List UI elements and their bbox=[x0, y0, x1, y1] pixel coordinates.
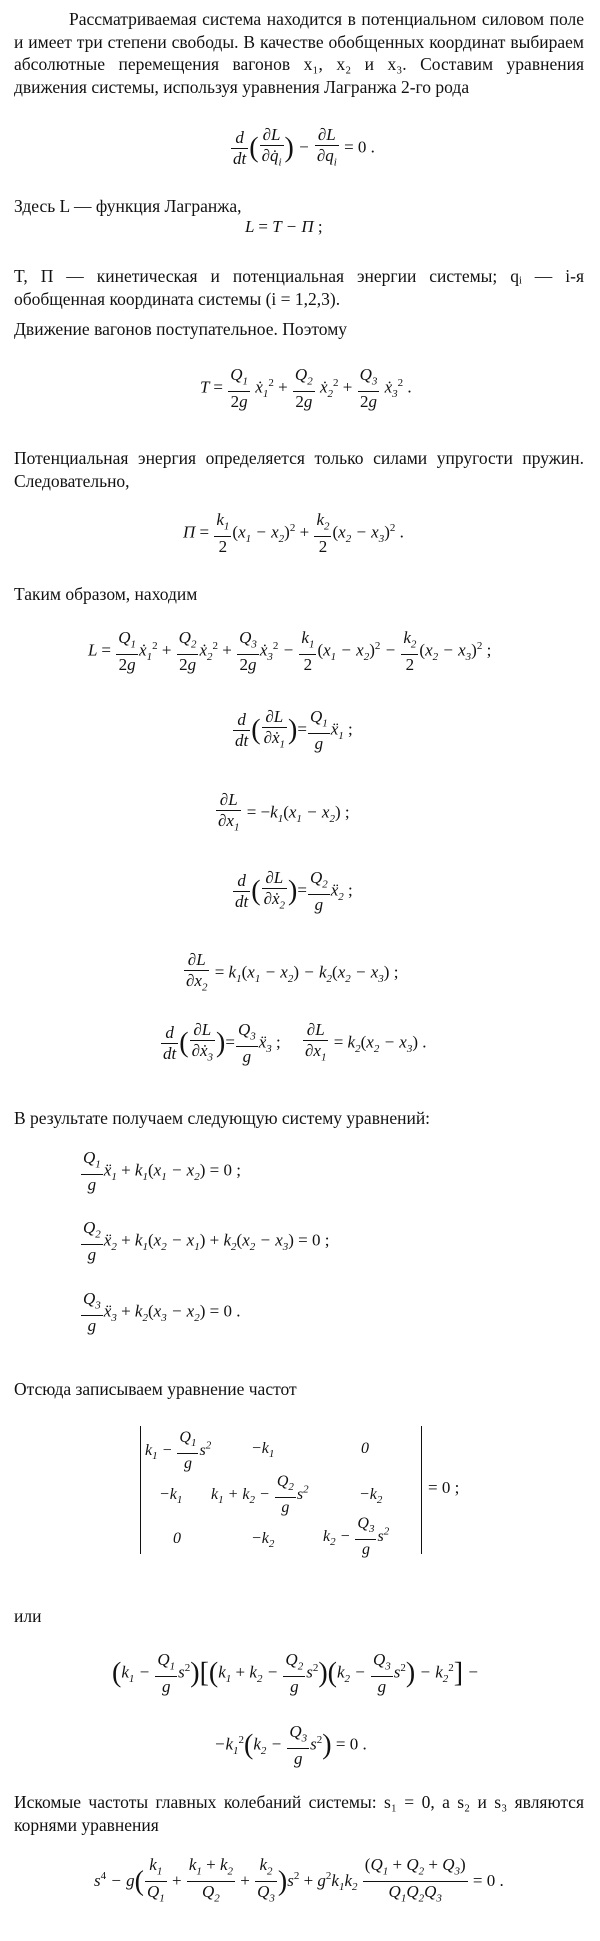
paragraph-translation: Движение вагонов поступательное. Поэтому bbox=[14, 319, 348, 339]
paragraph-or: или bbox=[14, 1606, 42, 1626]
derivative-x1-dot: $\frac{d}{dt}$ ( $\frac{\partial L}{\partial ẋ_1}$ )= $\frac{Q_1}{g}$ ẍ$_1$ ; bbox=[235, 707, 353, 754]
kinetic-energy-formula: T = $\frac{Q_1}{2g}$ ẋ$_1^2$ + $\frac{Q_2}{2g}$ ẋ$_2^2$ + $\frac{Q_3}{2g}$ ẋ$_3^2$ . bbox=[200, 365, 412, 412]
derivative-x2: $\frac{\partial L}{\partial x_2}$ = $k_1(x_1 - x_2) - k_2(x_2 - x_3)$ ; bbox=[186, 950, 399, 994]
potential-energy-formula: П = $\frac{k_1}{2}$ $(x_1 - x_2)^2$ + $\frac{k_2}{2}$ $(x_2 - x_3)^2$ . bbox=[183, 510, 404, 557]
lagrange-equation: $\frac{d}{dt}$ ( $\frac{\partial L}{\partial q̇_i}$ ) − $\frac{\partial L}{\partial q_i}$ = 0 . bbox=[233, 125, 375, 169]
paragraph-lagrangian: Здесь L — функция Лагранжа, bbox=[14, 196, 242, 216]
equation-3: $\frac{Q_3}{g}$ ẍ$_3$ + $k_2(x_3 - x_2) = 0$ . bbox=[83, 1289, 241, 1336]
paragraph-frequency: Отсюда записываем уравнение частот bbox=[14, 1379, 297, 1399]
paragraph-roots: Искомые частоты главных колебаний системы: s₁ = 0, а s₂ и s₃ являются корнями уравнения bbox=[14, 1792, 584, 1835]
lagrangian-definition: L = T − П ; bbox=[245, 217, 323, 236]
determinant-equals: = 0 ; bbox=[428, 1478, 460, 1497]
frequency-determinant: $k_1$ − $\frac{Q_1}{g}$ $s^2$ $-k_1$ 0 $-k_1$ $k_1 + k_2$ − $\frac{Q_2}{g}$ $s^2$ $-k_2$ 0 $-k_2$ $k_2$ − $\frac{Q_3}{g}$ $s^2$ bbox=[140, 1426, 422, 1554]
equation-2: $\frac{Q_2}{g}$ ẍ$_2$ + $k_1(x_2 - x_1) + k_2(x_2 - x_3) = 0$ ; bbox=[83, 1218, 330, 1265]
paragraph-potential: Потенциальная энергия определяется только силами упругости пружин. Следовательно, bbox=[14, 448, 584, 491]
expanded-equation-line1: ($k_1$ − $\frac{Q_1}{g}$ $s^2)[(k_1 + k_2$ − $\frac{Q_2}{g}$ $s^2)(k_2$ − $\frac{Q_3}{g}$ $s^2) - k_2^2$] − bbox=[112, 1650, 479, 1697]
equation-1: $\frac{Q_1}{g}$ ẍ$_1$ + $k_1(x_1 - x_2) = 0$ ; bbox=[83, 1148, 241, 1195]
characteristic-equation: $s^4 - g$( $\frac{k_1}{Q_1}$ + $\frac{k_1 + k_2}{Q_2}$ + $\frac{k_2}{Q_3}$ )$s^2 + g^2k_1k_2$ $\frac{(Q_1 + Q_2 + Q_3)}{Q_1Q_2Q_3}$ = 0 . bbox=[94, 1855, 504, 1905]
paragraph-intro: Рассматриваемая система находится в потенциальном силовом поле и имеет три степени свободы. В качестве обобщенных координат выбираем абсолютные перемещения вагонов x₁, x₂ и x₃. Составим уравнения движения системы, используя уравнения Лагранжа 2-го рода bbox=[14, 9, 584, 97]
derivative-x2-dot: $\frac{d}{dt}$ ( $\frac{\partial L}{\partial ẋ_2}$ )= $\frac{Q_2}{g}$ ẍ$_2$ ; bbox=[235, 868, 353, 915]
derivatives-x3: $\frac{d}{dt}$ ( $\frac{\partial L}{\partial ẋ_3}$ )= $\frac{Q_3}{g}$ ẍ$_3$ ; $\frac{\partial L}{\partial x_1}$ = $k_2(x_2 - x_3)$ . bbox=[163, 1020, 427, 1067]
lagrangian-expanded: L = $\frac{Q_1}{2g}$ ẋ$_1^2$ + $\frac{Q_2}{2g}$ ẋ$_2^2$ + $\frac{Q_3}{2g}$ ẋ$_3^2$ − $\frac{k_1}{2}$ $(x_1 - x_2)^2$ − $\frac{k_2}{2}$ $(x_2 - x_3)^2$ ; bbox=[88, 628, 492, 675]
expanded-equation-line2: $-k_1^2(k_2$ − $\frac{Q_3}{g}$ $s^2) = 0$ . bbox=[214, 1722, 367, 1769]
paragraph-thus: Таким образом, находим bbox=[14, 584, 198, 604]
paragraph-system: В результате получаем следующую систему уравнений: bbox=[14, 1108, 431, 1128]
paragraph-energies: T, П — кинетическая и потенциальная энергии системы; qᵢ — i-я обобщенная координата системы (i = 1,2,3). bbox=[14, 266, 584, 309]
derivative-x1: $\frac{\partial L}{\partial x_1}$ = $-k_1(x_1 - x_2)$ ; bbox=[218, 790, 350, 834]
